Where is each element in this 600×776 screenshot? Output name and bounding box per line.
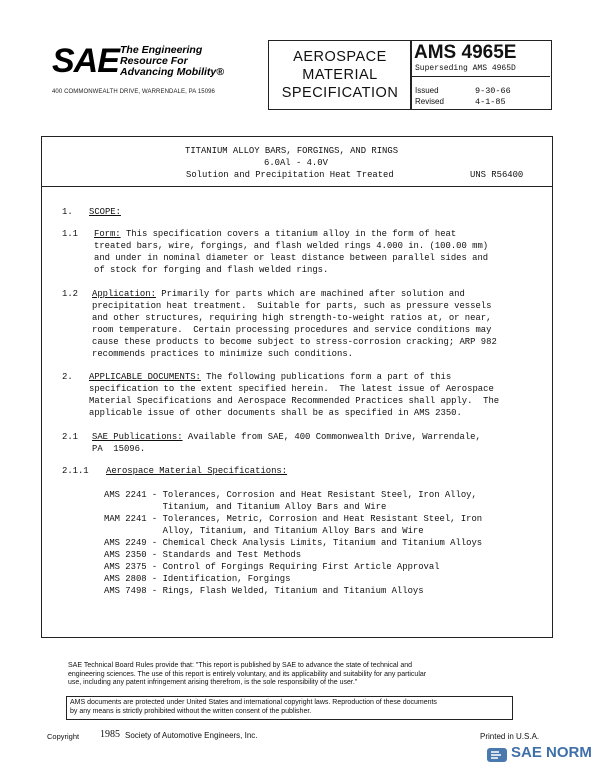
section-2-1-number: 2.1 [62,432,78,442]
section-2-number: 2. [62,372,73,382]
ref-line: AMS 7498 - Rings, Flash Welded, Titanium and Titanium Alloys [104,586,424,596]
section-1-2-line1: Application: Primarily for parts which are machined after solution and [92,289,465,299]
section-2-line1: APPLICABLE DOCUMENTS: The following publications form a part of this [89,372,452,382]
section-2-line4: applicable issue of other documents shall be as specified in AMS 2350. [89,408,462,418]
uns-number: UNS R56400 [470,170,524,180]
sae-logo: SAE [52,42,119,80]
ref-line: AMS 2808 - Identification, Forgings [104,574,291,584]
issued-date: 9-30-66 [475,86,511,96]
superseding: Superseding AMS 4965D [415,64,516,73]
ref-line: AMS 2375 - Control of Forgings Requiring First Article Approval [104,562,440,572]
section-1-2-line2: precipitation heat treatment. Suitable for parts, such as pressure vessels [92,301,492,311]
section-1-number: 1. [62,207,73,217]
title-line2: 6.0Al - 4.0V [264,158,328,168]
spec-title-line3: SPECIFICATION [281,85,399,101]
section-1-2-line5: cause these products to become subject to stress-corrosion cracking; ARP 982 [92,337,497,347]
revised-date: 4-1-85 [475,97,506,107]
ams-number: AMS 4965E [414,42,517,63]
issued-label: Issued [415,86,439,95]
section-2-line3: Material Specifications and Aerospace Recommended Practices shall apply. The [89,396,500,406]
ref-line: AMS 2249 - Chemical Check Analysis Limits, Titanium and Titanium Alloys [104,538,483,548]
section-1-1-number: 1.1 [62,229,78,239]
spec-title-line1: AEROSPACE [293,49,387,65]
copyright-org: Society of Automotive Engineers, Inc. [125,731,258,740]
section-2-1-line1: SAE Publications: Available from SAE, 400 Commonwealth Drive, Warrendale, [92,432,481,442]
section-1-2-number: 1.2 [62,289,78,299]
ams-number-box [410,40,552,110]
ref-line: Alloy, Titanium, and Titanium Alloy Bars and Wire [104,526,424,536]
ref-line: AMS 2350 - Standards and Test Methods [104,550,302,560]
sae-norm-logo-icon [486,744,508,766]
printed-in: Printed in U.S.A. [480,732,540,741]
ref-line: AMS 2241 - Tolerances, Corrosion and Heat Resistant Steel, Iron Alloy, [104,490,477,500]
copyright-year: 1985 [100,729,120,740]
copyright-label: Copyright [47,732,80,741]
spec-title-line2: MATERIAL [302,67,378,83]
section-1-1-line3: and under in nominal diameter or least distance between parallel sides and [94,253,489,263]
watermark-text: SAE NORM [511,744,592,761]
spec-title-box [268,40,412,110]
ams-divider [411,76,550,77]
section-1-1-line2: treated bars, wire, forgings, and flash welded rings 4.000 in. (100.00 mm) [94,241,489,251]
title-line1: TITANIUM ALLOY BARS, FORGINGS, AND RINGS [185,146,399,156]
section-2-1-1-title: Aerospace Material Specifications: [106,466,288,476]
section-1-1-line1: Form: This specification covers a titanium alloy in the form of heat [94,229,457,239]
section-1-2-line3: and other structures, requiring high strength-to-weight ratios at, or near, [92,313,492,323]
section-2-line2: specification to the extent specified herein. The latest issue of Aerospace [89,384,494,394]
section-1-1-line4: of stock for forging and flash welded rings. [94,265,329,275]
copyright-notice: AMS documents are protected under United States and international copyright laws. Reproduction of these documents by any means is strictly prohibited without the written consent of the publisher. [70,699,437,715]
ref-line: Titanium, and Titanium Alloy Bars and Wire [104,502,387,512]
ref-line: MAM 2241 - Tolerances, Metric, Corrosion and Heat Resistant Steel, Iron [104,514,483,524]
logo-tagline: The Engineering Resource For Advancing Mobility® [120,44,224,78]
sae-address: 400 COMMONWEALTH DRIVE, WARRENDALE, PA 15096 [52,89,215,95]
title-line3: Solution and Precipitation Heat Treated [186,170,394,180]
section-2-1-line2: PA 15096. [92,444,146,454]
section-1-2-line4: room temperature. Certain processing procedures and service conditions may [92,325,492,335]
title-divider [41,186,553,187]
section-1-title: SCOPE: [89,207,121,217]
board-rules-notice: SAE Technical Board Rules provide that: "This report is published by SAE to advance the state of technical and engineering sciences. The use of this report is entirely voluntary, and its applicability and suitability for any particular use, including any patent infringement arising therefrom, is the sole responsibility of the user." [68,662,427,687]
revised-label: Revised [415,97,444,106]
section-1-2-line6: recommends practices to minimize such conditions. [92,349,353,359]
section-2-1-1-number: 2.1.1 [62,466,89,476]
